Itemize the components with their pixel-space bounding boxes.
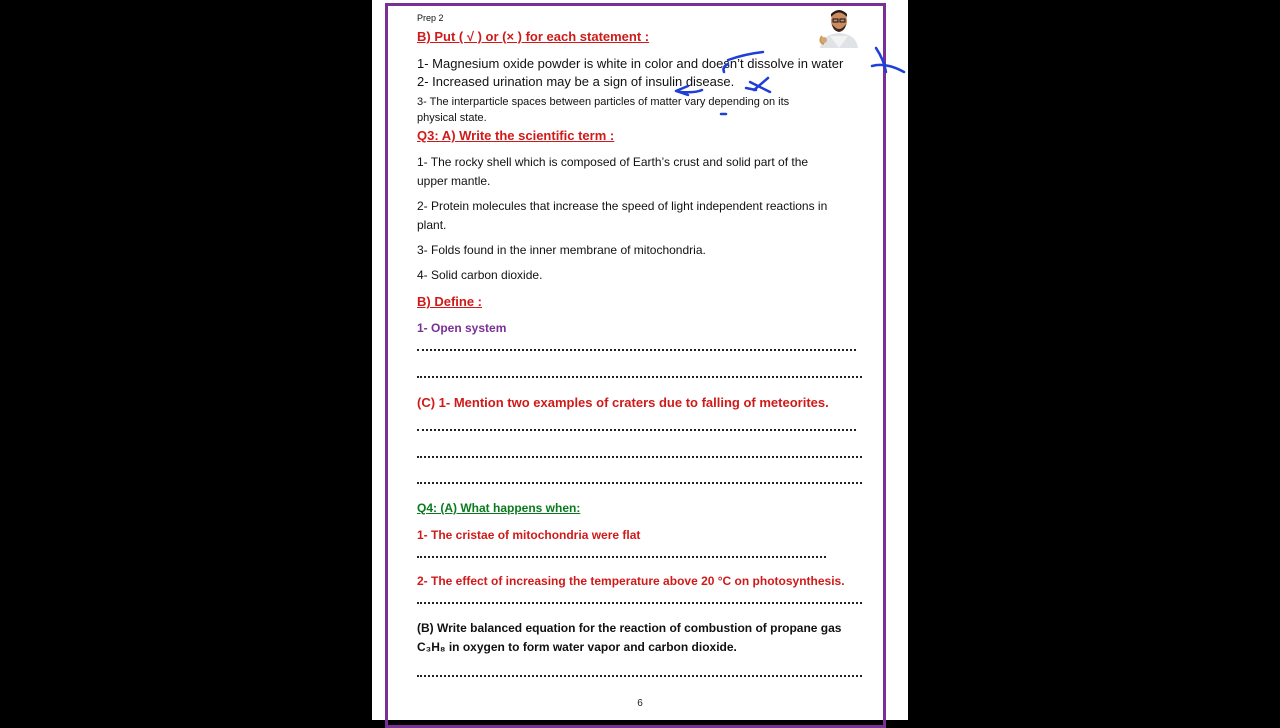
q4-b-title-line2: C₃H₈ in oxygen to form water vapor and carbon dioxide. — [417, 640, 737, 654]
answer-line — [417, 602, 862, 604]
q4-a-title: Q4: (A) What happens when: — [417, 501, 581, 515]
answer-line — [417, 675, 862, 677]
answer-line — [417, 376, 862, 378]
answer-line — [417, 456, 862, 458]
q4-item-1: 1- The cristae of mitochondria were flat — [417, 528, 641, 542]
term-2-line2: plant. — [417, 218, 447, 232]
term-1-line1: 1- The rocky shell which is composed of Earth’s crust and solid part of the — [417, 155, 809, 169]
q4-b-title-line1: (B) Write balanced equation for the reaction of combustion of propane gas — [417, 621, 842, 635]
page-number: 6 — [637, 698, 643, 709]
term-2-line1: 2- Protein molecules that increase the speed of light independent reactions in — [417, 199, 828, 213]
statement-2: 2- Increased urination may be a sign of insulin disease. — [417, 74, 735, 89]
teacher-avatar-icon — [812, 6, 866, 48]
section-b-title: B) Put ( √ ) or (× ) for each statement : — [417, 29, 650, 44]
answer-line — [417, 349, 856, 351]
term-1-line2: upper mantle. — [417, 174, 491, 188]
answer-line — [417, 556, 826, 558]
grade-label: Prep 2 — [417, 13, 444, 23]
term-4: 4- Solid carbon dioxide. — [417, 268, 543, 282]
statement-3-line1: 3- The interparticle spaces between particles of matter vary depending on its — [417, 96, 790, 108]
answer-line — [417, 429, 856, 431]
answer-line — [417, 482, 862, 484]
define-open-system: 1- Open system — [417, 321, 507, 335]
q3-c-title: (C) 1- Mention two examples of craters due to falling of meteorites. — [417, 395, 829, 410]
statement-3-line2: physical state. — [417, 112, 487, 124]
statement-1: 1- Magnesium oxide powder is white in color and doesn’t dissolve in water — [417, 56, 844, 71]
q4-item-2: 2- The effect of increasing the temperature above 20 °C on photosynthesis. — [417, 574, 845, 588]
q3-b-title: B) Define : — [417, 294, 482, 309]
term-3: 3- Folds found in the inner membrane of mitochondria. — [417, 243, 706, 257]
q3-a-title: Q3: A) Write the scientific term : — [417, 128, 615, 143]
